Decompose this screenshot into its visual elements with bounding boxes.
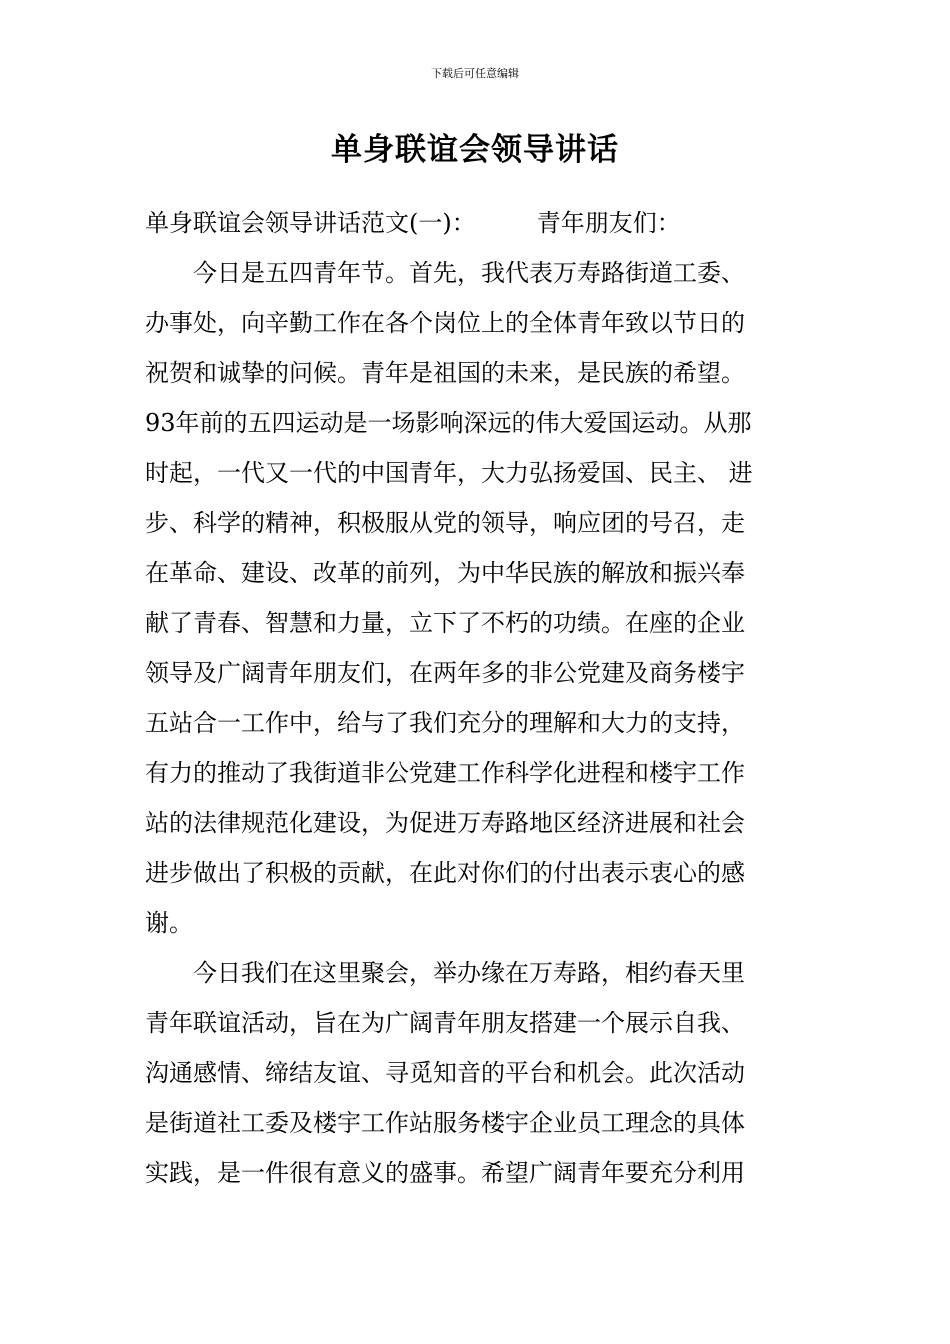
document-body [145,198,817,1198]
paragraph-1-line: 有力的推动了我街道非公党建工作科学化进程和楼宇工作 [145,759,745,787]
paragraph-1-line: 今日是五四青年节。首先，我代表万寿路街道工委、 [193,259,745,287]
intro-greeting: 青年朋友们： [536,209,681,237]
paragraph-2-line: 今日我们在这里聚会，举办缘在万寿路，相约春天里 [193,959,745,987]
paragraph-1-line: 步、科学的精神，积极服从党的领导，响应团的号召，走 [145,509,745,537]
intro-heading: 单身联谊会领导讲话范文(一)： [145,209,476,237]
paragraph-2-line: 实践，是一件很有意义的盛事。希望广阔青年要充分利用 [145,1159,745,1187]
paragraph-1-line: 祝贺和诚挚的问候。青年是祖国的未来，是民族的希望。 [145,359,745,387]
paragraph-1-line: 办事处，向辛勤工作在各个岗位上的全体青年致以节日的 [145,309,745,337]
paragraph-1-line: 时起，一代又一代的中国青年，大力弘扬爱国、民主、 进 [145,459,753,487]
paragraph-1-line: 站的法律规范化建设，为促进万寿路地区经济进展和社会 [145,809,745,837]
intro-line [145,198,817,248]
paragraph-1-line: 领导及广阔青年朋友们，在两年多的非公党建及商务楼宇 [145,659,745,687]
paragraph-2-line: 青年联谊活动，旨在为广阔青年朋友搭建一个展示自我、 [145,1009,745,1037]
paragraph-1-line: 谢。 [145,909,193,937]
paragraph-2-line: 是街道社工委及楼宇工作站服务楼宇企业员工理念的具体 [145,1109,745,1137]
header-note: 下载后可任意编辑 [431,67,519,80]
paragraph-2-line: 沟通感情、缔结友谊、寻觅知音的平台和机会。此次活动 [145,1059,745,1087]
paragraph-1-line: 在革命、建设、改革的前列，为中华民族的解放和振兴奉 [145,559,745,587]
document-title: 单身联谊会领导讲话 [331,132,619,168]
paragraph-1-line: 献了青春、智慧和力量，立下了不朽的功绩。在座的企业 [145,609,745,637]
paragraph-1-line: 93年前的五四运动是一场影响深远的伟大爱国运动。从那 [145,409,752,437]
paragraph-1-line: 进步做出了积极的贡献，在此对你们的付出表示衷心的感 [145,859,745,887]
paragraph-1-line: 五站合一工作中，给与了我们充分的理解和大力的支持， [145,709,745,737]
